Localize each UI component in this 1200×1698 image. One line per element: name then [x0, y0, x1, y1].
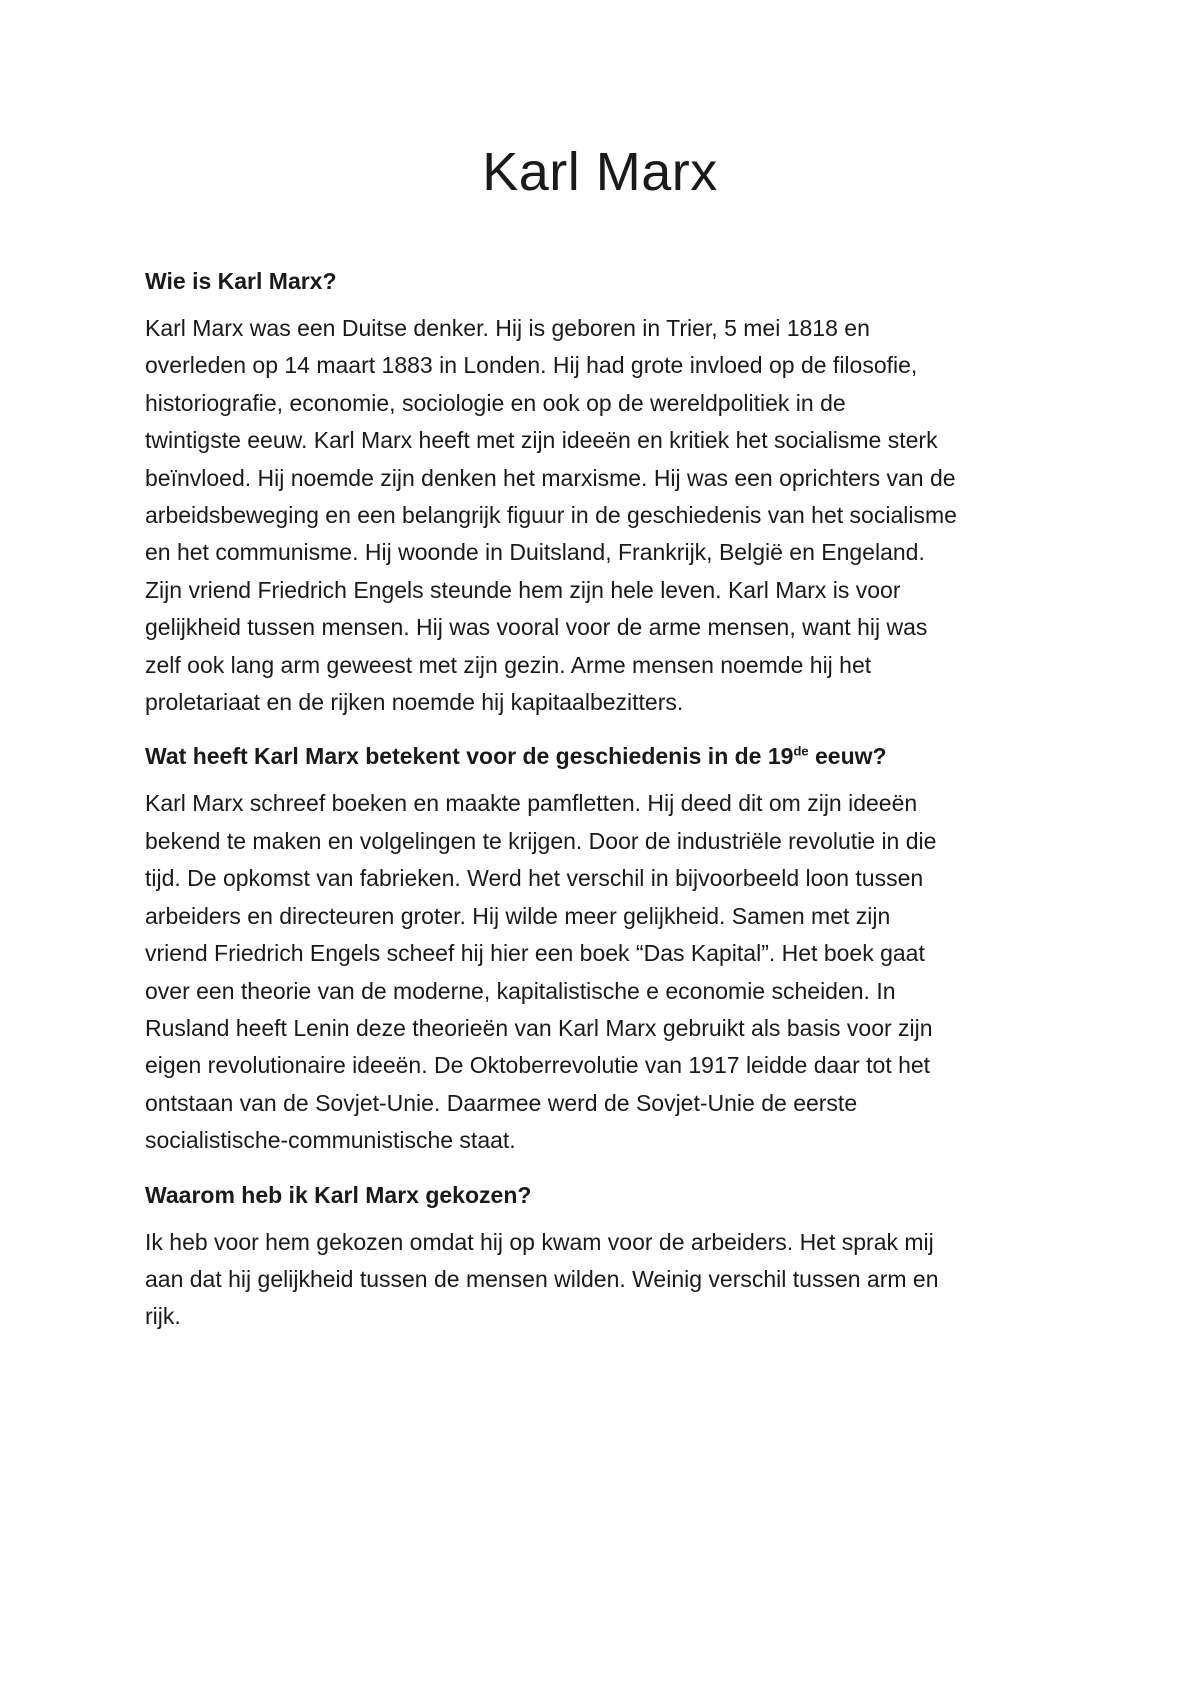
heading-text-end: eeuw?	[808, 743, 887, 770]
paragraph-line: arbeiders en directeuren groter. Hij wilde meer gelijkheid. Samen met zijn	[145, 902, 891, 929]
section-significance	[145, 741, 1065, 1159]
paragraph-line: tijd. De opkomst van fabrieken. Werd het verschil in bijvoorbeeld loon tussen	[145, 865, 924, 892]
paragraph-line: eigen revolutionaire ideeën. De Oktoberrevolutie van 1917 leidde daar tot het	[145, 1052, 931, 1079]
section-paragraph	[145, 785, 1065, 1159]
section-who-is-marx	[145, 266, 1065, 721]
paragraph-line: gelijkheid tussen mensen. Hij was vooral voor de arme mensen, want hij was	[145, 614, 928, 641]
section-paragraph	[145, 310, 1065, 721]
document-body	[145, 266, 1065, 1356]
paragraph-line: historiografie, economie, sociologie en ook op de wereldpolitiek in de	[145, 389, 846, 416]
paragraph-line: arbeidsbeweging en een belangrijk figuur in de geschiedenis van het socialisme	[145, 502, 957, 529]
paragraph-line: Ik heb voor hem gekozen omdat hij op kwam voor de arbeiders. Het sprak mij	[145, 1228, 934, 1255]
heading-superscript: de	[793, 743, 809, 759]
paragraph-line: zelf ook lang arm geweest met zijn gezin. Arme mensen noemde hij het	[145, 651, 872, 678]
paragraph-line: en het communisme. Hij woonde in Duitsland, Frankrijk, België en Engeland.	[145, 539, 925, 566]
paragraph-line: twintigste eeuw. Karl Marx heeft met zijn ideeën en kritiek het socialisme sterk	[145, 427, 938, 454]
paragraph-line: Zijn vriend Friedrich Engels steunde hem zijn hele leven. Karl Marx is voor	[145, 576, 901, 603]
section-heading: Waarom heb ik Karl Marx gekozen?	[145, 1181, 532, 1208]
paragraph-line: Karl Marx was een Duitse denker. Hij is geboren in Trier, 5 mei 1818 en	[145, 315, 870, 341]
section-paragraph	[145, 1224, 1065, 1336]
paragraph-line: vriend Friedrich Engels scheef hij hier een boek “Das Kapital”. Het boek gaat	[145, 940, 925, 967]
paragraph-line: rijk.	[145, 1303, 181, 1330]
section-heading: Wie is Karl Marx?	[145, 268, 337, 294]
heading-text: Wat heeft Karl Marx betekent voor de geschiedenis in de 19	[145, 743, 794, 770]
paragraph-line: socialistische-communistische staat.	[145, 1127, 516, 1154]
paragraph-line: ontstaan van de Sovjet-Unie. Daarmee werd de Sovjet-Unie de eerste	[145, 1089, 858, 1116]
paragraph-line: Karl Marx schreef boeken en maakte pamfletten. Hij deed dit om zijn ideeën	[145, 790, 918, 817]
section-heading	[145, 741, 1065, 771]
paragraph-line: overleden op 14 maart 1883 in Londen. Hij had grote invloed op de filosofie,	[145, 352, 918, 379]
paragraph-line: aan dat hij gelijkheid tussen de mensen wilden. Weinig verschil tussen arm en	[145, 1265, 939, 1292]
paragraph-line: beïnvloed. Hij noemde zijn denken het marxisme. Hij was een oprichters van de	[145, 464, 956, 491]
document-title: Karl Marx	[482, 142, 718, 202]
paragraph-line: over een theorie van de moderne, kapitalistische e economie scheiden. In	[145, 977, 896, 1004]
paragraph-line: proletariaat en de rijken noemde hij kapitaalbezitters.	[145, 689, 684, 716]
paragraph-line: bekend te maken en volgelingen te krijgen. Door de industriële revolutie in die	[145, 827, 937, 854]
section-why-chosen	[145, 1180, 1065, 1336]
paragraph-line: Rusland heeft Lenin deze theorieën van Karl Marx gebruikt als basis voor zijn	[145, 1014, 933, 1041]
